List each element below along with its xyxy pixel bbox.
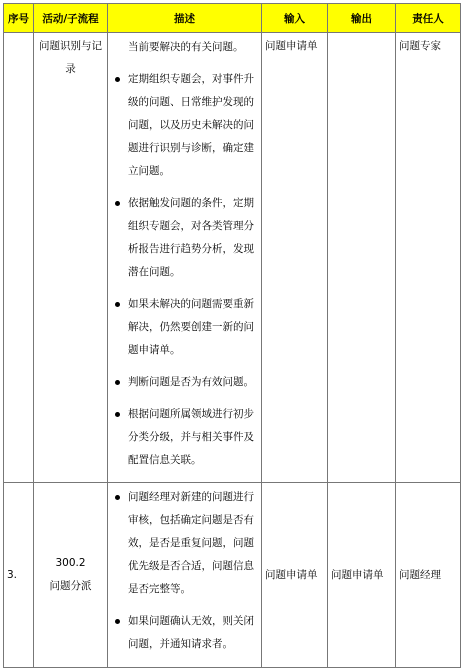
row2-activity xyxy=(34,483,108,668)
row1-input: 问题申请单 xyxy=(262,33,328,483)
list-item: 根据问题所属领域进行初步分类分级，并与相关事件及配置信息关联。 xyxy=(112,403,255,472)
row1-activity: 问题识别与记录 xyxy=(34,33,108,483)
header-no: 序号 xyxy=(4,4,34,33)
bullet-icon xyxy=(115,495,120,500)
process-table xyxy=(3,3,461,668)
bullet-icon xyxy=(115,201,120,206)
bullet-icon xyxy=(115,380,120,385)
bullet-icon xyxy=(115,619,120,624)
header-output: 输出 xyxy=(328,4,396,33)
row2-activity-name: 问题分派 xyxy=(49,580,92,592)
row2-output: 问题申请单 xyxy=(328,483,396,668)
header-activity: 活动/子流程 xyxy=(34,4,108,33)
list-item: 如果未解决的问题需要重新解决，仍然要创建一新的问题申请单。 xyxy=(112,293,255,362)
row1-output xyxy=(328,33,396,483)
row2-input: 问题申请单 xyxy=(262,483,328,668)
row2-no: 3. xyxy=(4,483,34,668)
bullet-icon xyxy=(115,412,120,417)
list-item: 问题经理对新建的问题进行审核，包括确定问题是否有效，是否是重复问题，问题优先级是否合适，问题信息是否完整等。 xyxy=(112,486,255,601)
row1-no xyxy=(4,33,34,483)
list-item: 判断问题是否为有效问题。 xyxy=(112,371,255,394)
header-row xyxy=(4,4,461,33)
row2-owner: 问题经理 xyxy=(396,483,461,668)
row1-description xyxy=(108,33,262,483)
bullet-icon xyxy=(115,77,120,82)
row2-bullet-list xyxy=(112,486,255,656)
table-row xyxy=(4,483,461,668)
bullet-icon xyxy=(115,302,120,307)
table-row xyxy=(4,33,461,483)
row1-bullet-list xyxy=(112,68,255,472)
row1-intro: 当前要解决的有关问题。 xyxy=(128,41,244,53)
row2-activity-code: 300.2 xyxy=(55,557,86,569)
row1-owner: 问题专家 xyxy=(396,33,461,483)
header-owner: 责任人 xyxy=(396,4,461,33)
list-item: 依据触发问题的条件，定期组织专题会，对各类管理分析报告进行趋势分析，发现潜在问题。 xyxy=(112,192,255,284)
list-item: 如果问题确认无效，则关闭问题，并通知请求者。 xyxy=(112,610,255,656)
list-item: 定期组织专题会，对事件升级的问题、日常维护发现的问题，以及历史未解决的问题进行识别与诊断，确定建立问题。 xyxy=(112,68,255,183)
row2-description xyxy=(108,483,262,668)
header-input: 输入 xyxy=(262,4,328,33)
header-description: 描述 xyxy=(108,4,262,33)
